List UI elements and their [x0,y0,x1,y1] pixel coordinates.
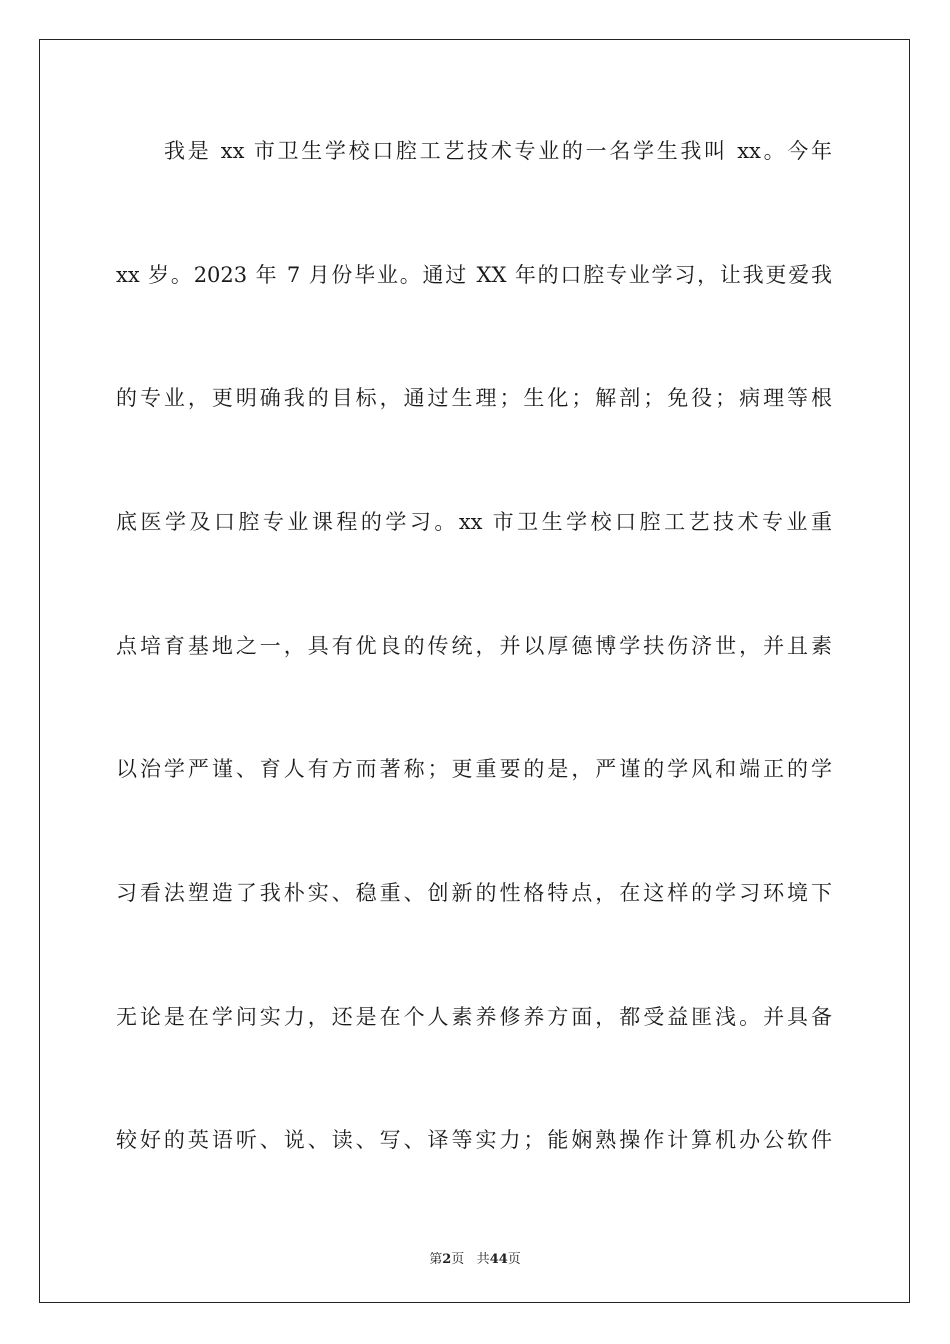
page-prefix: 第 [429,1252,443,1267]
body-text-line: 较好的英语听、说、读、写、译等实力；能娴熟操作计算机办公软件 [116,1128,832,1152]
total-pages: 44 [489,1252,508,1267]
page-suffix: 页 [451,1252,465,1267]
total-suffix: 页 [507,1252,521,1267]
page-footer [0,1248,950,1267]
body-text-line: 以治学严谨、育人有方而著称；更重要的是，严谨的学风和端正的学 [116,757,832,781]
body-text-line: 的专业，更明确我的目标，通过生理；生化；解剖；免役；病理等根 [116,386,832,410]
body-text-line: 习看法塑造了我朴实、稳重、创新的性格特点，在这样的学习环境下 [116,881,832,905]
body-text-line: 点培育基地之一，具有优良的传统，并以厚德博学扶伤济世，并且素 [116,634,832,658]
body-text-line: 底医学及口腔专业课程的学习。xx 市卫生学校口腔工艺技术专业重 [116,510,832,534]
body-text-line: 我是 xx 市卫生学校口腔工艺技术专业的一名学生我叫 xx。今年 [164,139,832,163]
total-prefix: 共 [476,1252,490,1267]
body-text-line: xx 岁。2023 年 7 月份毕业。通过 XX 年的口腔专业学习，让我更爱我 [116,263,832,287]
body-text-line: 无论是在学问实力，还是在个人素养修养方面，都受益匪浅。并具备 [116,1005,832,1029]
page-number: 2 [442,1252,452,1267]
page-border [39,39,910,1303]
